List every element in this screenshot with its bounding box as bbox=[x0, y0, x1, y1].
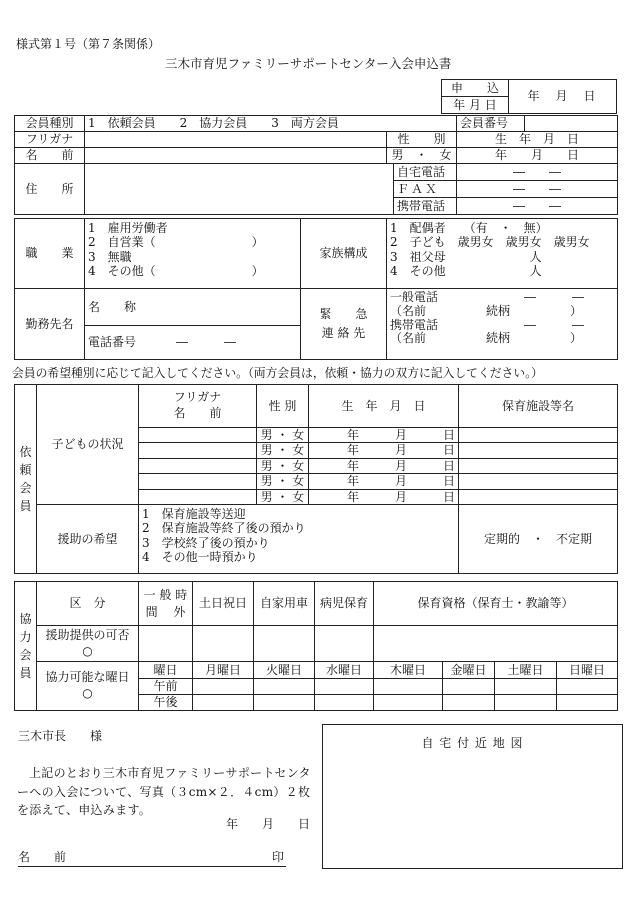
job-option-4[interactable]: 4 その他（ ） bbox=[88, 264, 264, 279]
day-wed: 水曜日 bbox=[315, 662, 374, 679]
child-facility-2[interactable] bbox=[459, 443, 618, 458]
home-phone-value[interactable]: ― ― bbox=[457, 164, 618, 181]
child-birth-5[interactable]: 年 月 日 bbox=[309, 489, 459, 504]
child-name-2[interactable] bbox=[139, 443, 257, 458]
child-name-header-text: 名 前 bbox=[173, 406, 222, 420]
day-fri: 金曜日 bbox=[443, 662, 495, 679]
family-options[interactable] bbox=[387, 219, 618, 289]
holiday-header: 土日祝日 bbox=[193, 582, 254, 626]
job-option-1[interactable]: 1 雇用労働者 bbox=[88, 221, 168, 235]
support-possible-text: 援助提供の可否 bbox=[45, 627, 130, 642]
job-option-2[interactable]: 2 自営業（ ） bbox=[88, 235, 264, 250]
addressee: 三木市長 様 bbox=[18, 729, 103, 743]
day-thu: 木曜日 bbox=[374, 662, 443, 679]
address-label: 住 所 bbox=[15, 164, 85, 215]
general-hours-header bbox=[139, 582, 193, 626]
general-hours-line-2: 間 外 bbox=[145, 604, 186, 619]
gender-header: 性 別 bbox=[257, 385, 309, 428]
children-label: 子どもの状況 bbox=[37, 385, 139, 505]
mobile-value[interactable]: ― ― bbox=[457, 198, 618, 215]
day-tue: 火曜日 bbox=[254, 662, 315, 679]
facility-header: 保育施設等名 bbox=[459, 385, 618, 428]
child-name-3[interactable] bbox=[139, 458, 257, 473]
address-input[interactable] bbox=[85, 164, 394, 215]
child-furigana-header: フリガナ bbox=[173, 390, 222, 405]
declaration-date[interactable]: 年 月 日 bbox=[226, 817, 311, 831]
family-option-1[interactable]: 1 配偶者 （有 ・ 無） bbox=[390, 221, 548, 235]
qualification-value[interactable] bbox=[374, 626, 618, 662]
birth-label: 生 年 月 日 bbox=[457, 132, 618, 148]
support-possible-circle: ○ bbox=[82, 643, 93, 658]
family-option-3[interactable]: 3 祖父母 人 bbox=[390, 249, 542, 264]
job-label: 職 業 bbox=[15, 219, 85, 289]
pm-wed[interactable] bbox=[315, 695, 374, 711]
child-gender-1[interactable]: 男 ・ 女 bbox=[257, 428, 309, 443]
support-possible-label bbox=[37, 626, 139, 662]
declaration-text: 上記のとおり三木市育児ファミリーサポートセンターへの入会について、写真（３cm×２．４cm）２枚を添えて、申込みます。 bbox=[17, 766, 311, 818]
member-type-label: 会員種別 bbox=[15, 116, 85, 132]
signature-line[interactable] bbox=[18, 851, 286, 867]
child-birth-2[interactable]: 年 月 日 bbox=[309, 443, 459, 458]
app-date-label-2: 年 月 日 bbox=[442, 97, 509, 114]
birth-value[interactable]: 年 月 日 bbox=[457, 148, 618, 164]
child-name-5[interactable] bbox=[139, 489, 257, 504]
member-info-table bbox=[14, 115, 618, 215]
weekday-header: 曜日 bbox=[139, 662, 193, 679]
request-section-label: 依頼会員 bbox=[15, 385, 37, 574]
qualification-header: 保育資格（保育士・教諭等） bbox=[374, 582, 618, 626]
child-gender-3[interactable]: 男 ・ 女 bbox=[257, 458, 309, 473]
job-options[interactable] bbox=[85, 219, 301, 289]
child-gender-2[interactable]: 男 ・ 女 bbox=[257, 443, 309, 458]
work-phone-value[interactable]: ― ― bbox=[176, 335, 237, 350]
fax-label: ＦＡＸ bbox=[394, 181, 457, 198]
child-birth-4[interactable]: 年 月 日 bbox=[309, 474, 459, 489]
general-phone-label: 一般電話 bbox=[390, 290, 439, 304]
home-map-box[interactable] bbox=[322, 724, 623, 869]
support-options[interactable] bbox=[139, 504, 459, 573]
family-option-4[interactable]: 4 その他 人 bbox=[390, 264, 542, 279]
am-thu[interactable] bbox=[374, 679, 443, 695]
emergency-label bbox=[301, 289, 387, 360]
work-label: 勤務先名 bbox=[15, 289, 85, 360]
support-option-2[interactable]: 2 保育施設等終了後の預かり bbox=[142, 521, 306, 536]
instruction-text: 会員の希望種別に応じて記入してください。（両方会員は，依頼・協力の双方に記入してください。） bbox=[12, 366, 543, 380]
pm-fri[interactable] bbox=[443, 695, 495, 711]
available-days-text: 協力可能な曜日 bbox=[45, 670, 130, 685]
pm-sun[interactable] bbox=[557, 695, 618, 711]
child-name-1[interactable] bbox=[139, 428, 257, 443]
am-mon[interactable] bbox=[193, 679, 254, 695]
form-number: 様式第１号（第７条関係） bbox=[16, 37, 161, 51]
child-facility-1[interactable] bbox=[459, 428, 618, 443]
pm-sat[interactable] bbox=[495, 695, 557, 711]
general-hours-value[interactable] bbox=[139, 626, 193, 662]
work-name-cell[interactable] bbox=[85, 289, 301, 326]
am-sun[interactable] bbox=[557, 679, 618, 695]
job-option-3[interactable]: 3 無職 bbox=[88, 249, 132, 264]
sick-care-value[interactable] bbox=[315, 626, 374, 662]
mobile-label: 携帯電話 bbox=[394, 198, 457, 215]
child-gender-5[interactable]: 男 ・ 女 bbox=[257, 489, 309, 504]
day-mon: 月曜日 bbox=[193, 662, 254, 679]
family-option-2[interactable]: 2 子ども 歳男女 歳男女 歳男女 bbox=[390, 235, 590, 250]
am-sat[interactable] bbox=[495, 679, 557, 695]
child-facility-4[interactable] bbox=[459, 474, 618, 489]
member-number-value[interactable] bbox=[525, 116, 618, 132]
work-table bbox=[14, 288, 618, 360]
emergency-contacts[interactable] bbox=[387, 289, 618, 360]
pm-mon[interactable] bbox=[193, 695, 254, 711]
support-option-4[interactable]: 4 その他一時預かり bbox=[142, 550, 258, 565]
name-input[interactable] bbox=[85, 148, 387, 164]
am-tue[interactable] bbox=[254, 679, 315, 695]
gender-label: 性 別 bbox=[387, 132, 457, 148]
child-gender-4[interactable]: 男 ・ 女 bbox=[257, 474, 309, 489]
family-label: 家族構成 bbox=[301, 219, 387, 289]
sick-care-header: 病児保育 bbox=[315, 582, 374, 626]
mobile-phone-label: 携帯電話 bbox=[390, 317, 439, 332]
mobile-name-rel[interactable]: （名前 続柄 ） bbox=[390, 331, 583, 346]
holiday-value[interactable] bbox=[193, 626, 254, 662]
support-option-1[interactable]: 1 保育施設等送迎 bbox=[142, 506, 246, 521]
am-label: 午前 bbox=[139, 679, 193, 695]
seal-mark: 印 bbox=[271, 850, 284, 864]
mobile-phone-value[interactable]: ― ― bbox=[523, 317, 584, 332]
pm-tue[interactable] bbox=[254, 695, 315, 711]
child-facility-5[interactable] bbox=[459, 489, 618, 504]
general-phone-value[interactable]: ― ― bbox=[523, 290, 584, 304]
work-phone-cell[interactable] bbox=[85, 326, 301, 360]
frequency-options[interactable]: 定期的 ・ 不定期 bbox=[459, 504, 618, 573]
job-family-table bbox=[14, 218, 618, 289]
gender-value[interactable]: 男 ・ 女 bbox=[387, 148, 457, 164]
child-facility-3[interactable] bbox=[459, 458, 618, 473]
general-name-rel[interactable]: （名前 続柄 ） bbox=[390, 303, 583, 318]
request-member-table bbox=[14, 384, 618, 574]
app-date-value[interactable]: 年 月 日 bbox=[509, 80, 617, 114]
furigana-input[interactable] bbox=[85, 132, 387, 148]
day-sun: 日曜日 bbox=[557, 662, 618, 679]
available-days-circle: ○ bbox=[82, 686, 93, 700]
am-fri[interactable] bbox=[443, 679, 495, 695]
child-name-4[interactable] bbox=[139, 474, 257, 489]
cooperate-member-table bbox=[14, 581, 618, 711]
available-days-label bbox=[37, 662, 139, 711]
name-label: 名 前 bbox=[15, 148, 85, 164]
pm-label: 午後 bbox=[139, 695, 193, 711]
day-sat: 土曜日 bbox=[495, 662, 557, 679]
child-birth-1[interactable]: 年 月 日 bbox=[309, 428, 459, 443]
cooperate-section-label: 協力会員 bbox=[15, 582, 37, 711]
support-option-3[interactable]: 3 学校終了後の預かり bbox=[142, 535, 270, 550]
work-phone-label: 電話番号 bbox=[88, 335, 137, 350]
general-hours-line-1: 一 般 時 bbox=[143, 587, 188, 602]
category-header: 区 分 bbox=[37, 582, 139, 626]
am-wed[interactable] bbox=[315, 679, 374, 695]
form-title: 三木市育児ファミリーサポートセンター入会申込書 bbox=[165, 56, 452, 71]
member-type-options[interactable]: 1 依頼会員 2 協力会員 3 両方会員 bbox=[85, 116, 457, 132]
support-label: 援助の希望 bbox=[37, 504, 139, 573]
member-number-label: 会員番号 bbox=[457, 116, 525, 132]
child-name-header bbox=[139, 385, 257, 428]
car-header: 自家用車 bbox=[254, 582, 315, 626]
work-name-label: 名 称 bbox=[88, 299, 137, 314]
car-value[interactable] bbox=[254, 626, 315, 662]
home-phone-label: 自宅電話 bbox=[394, 164, 457, 181]
child-birth-3[interactable]: 年 月 日 bbox=[309, 458, 459, 473]
application-date-box bbox=[441, 79, 617, 114]
emergency-label-1: 緊 急 bbox=[319, 306, 368, 321]
emergency-label-2: 連 絡 先 bbox=[321, 326, 366, 340]
birth-header: 生 年 月 日 bbox=[309, 385, 459, 428]
app-date-label-1: 申 込 bbox=[442, 80, 509, 97]
map-title: 自 宅 付 近 地 図 bbox=[421, 736, 524, 750]
furigana-label: フリガナ bbox=[15, 132, 85, 148]
pm-thu[interactable] bbox=[374, 695, 443, 711]
fax-value[interactable]: ― ― bbox=[457, 181, 618, 198]
signature-name-label: 名 前 bbox=[18, 850, 67, 864]
